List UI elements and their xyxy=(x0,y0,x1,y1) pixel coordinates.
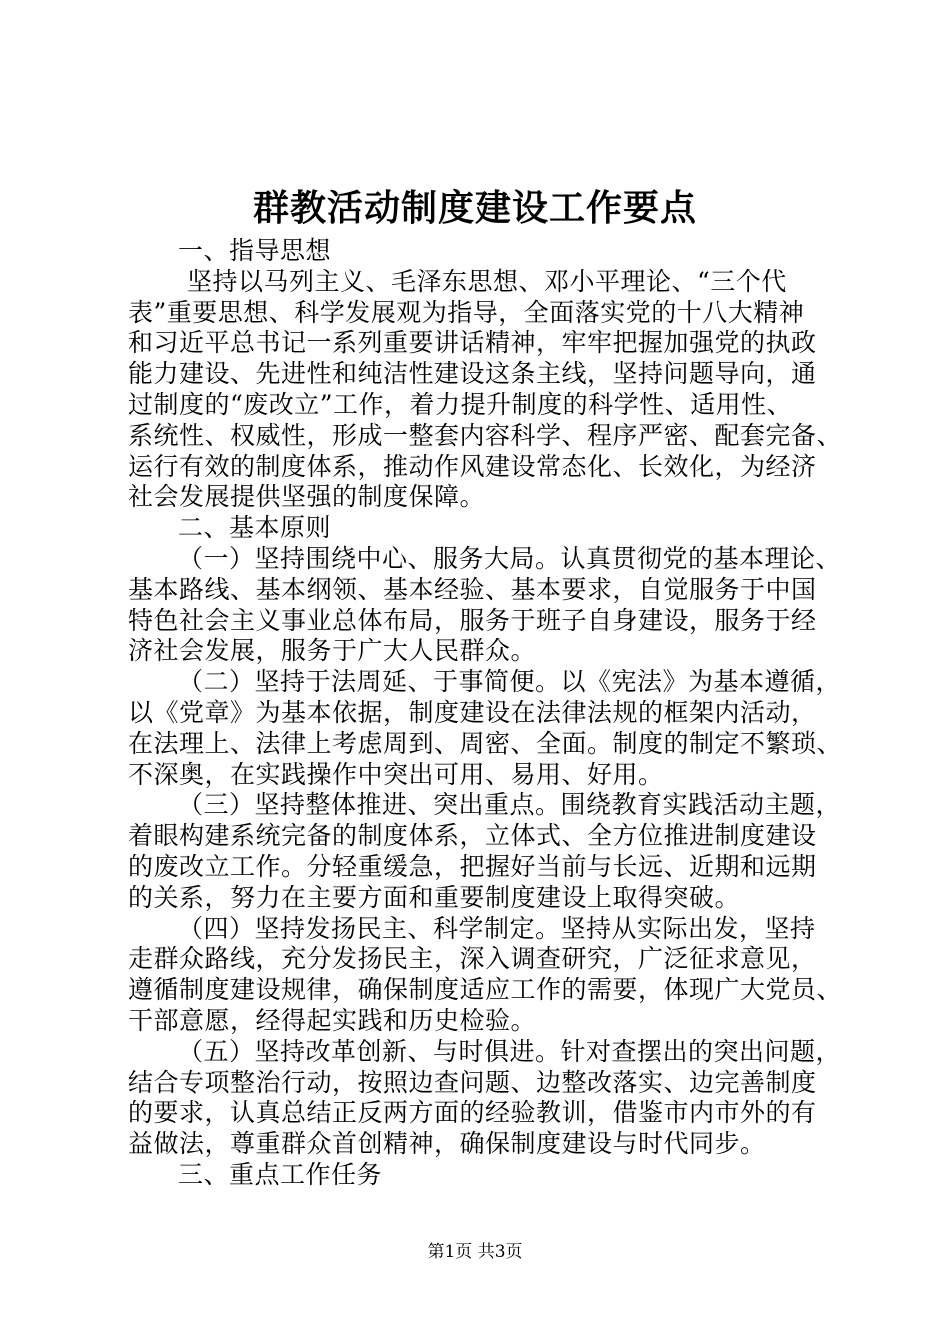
text-line: 不深奥，在实践操作中突出可用、易用、好用。 xyxy=(128,759,664,789)
text-line: 社会发展提供坚强的制度保障。 xyxy=(128,482,486,512)
text-line: 基本路线、基本纲领、基本经验、基本要求，自觉服务于中国 xyxy=(128,574,817,604)
text-line: 遵循制度建设规律，确保制度适应工作的需要，体现广大党员、 xyxy=(128,975,843,1005)
text-line: 的废改立工作。分轻重缓急，把握好当前与长远、近期和远期 xyxy=(128,851,817,881)
text-line: 的要求，认真总结正反两方面的经验教训，借鉴市内市外的有 xyxy=(128,1098,817,1128)
section-heading: 三、重点工作任务 xyxy=(178,1159,383,1189)
text-line: 和习近平总书记一系列重要讲话精神，牢牢把握加强党的执政 xyxy=(128,328,817,358)
text-line: （一）坚持围绕中心、服务大局。认真贯彻党的基本理论、 xyxy=(178,543,842,573)
section-heading: 一、指导思想 xyxy=(178,236,332,265)
text-line: 特色社会主义事业总体布局，服务于班子自身建设，服务于经 xyxy=(128,605,817,635)
text-line: 在法理上、法律上考虑周到、周密、全面。制度的制定不繁琐、 xyxy=(128,728,843,758)
text-line: 运行有效的制度体系，推动作风建设常态化、长效化，为经济 xyxy=(128,451,817,481)
text-line: 走群众路线，充分发扬民主，深入调查研究，广泛征求意见， xyxy=(128,944,817,974)
text-line: 能力建设、先进性和纯洁性建设这条主线，坚持问题导向，通 xyxy=(128,359,817,389)
section-heading: 二、基本原则 xyxy=(178,513,332,543)
text-line: （二）坚持于法周延、于事简便。以《宪法》为基本遵循， xyxy=(178,667,842,697)
text-line: （三）坚持整体推进、突出重点。围绕教育实践活动主题， xyxy=(178,790,842,820)
text-line: 结合专项整治行动，按照边查问题、边整改落实、边完善制度 xyxy=(128,1067,817,1097)
text-line: 的关系，努力在主要方面和重要制度建设上取得突破。 xyxy=(128,882,741,912)
text-line: 坚持以马列主义、毛泽东思想、邓小平理论、“三个代 xyxy=(187,266,787,296)
text-line: （四）坚持发扬民主、科学制定。坚持从实际出发，坚持 xyxy=(178,913,816,943)
text-line: （五）坚持改革创新、与时俱进。针对查摆出的突出问题， xyxy=(178,1036,842,1066)
document-title: 群教活动制度建设工作要点 xyxy=(252,187,697,229)
text-line: 系统性、权威性，形成一整套内容科学、程序严密、配套完备、 xyxy=(128,420,843,450)
text-line: 干部意愿，经得起实践和历史检验。 xyxy=(128,1005,537,1035)
text-line: 表”重要思想、科学发展观为指导，全面落实党的十八大精神 xyxy=(128,297,805,327)
text-line: 益做法，尊重群众首创精神，确保制度建设与时代同步。 xyxy=(128,1129,766,1159)
page-footer: 第1页 共3页 xyxy=(427,1242,523,1262)
document-body xyxy=(128,236,848,1191)
text-line: 过制度的“废改立”工作，着力提升制度的科学性、适用性、 xyxy=(128,389,793,419)
text-line: 济社会发展，服务于广大人民群众。 xyxy=(128,636,537,666)
text-line: 着眼构建系统完备的制度体系，立体式、全方位推进制度建设 xyxy=(128,821,817,851)
text-line: 以《党章》为基本依据，制度建设在法律法规的框架内活动， xyxy=(128,697,817,727)
